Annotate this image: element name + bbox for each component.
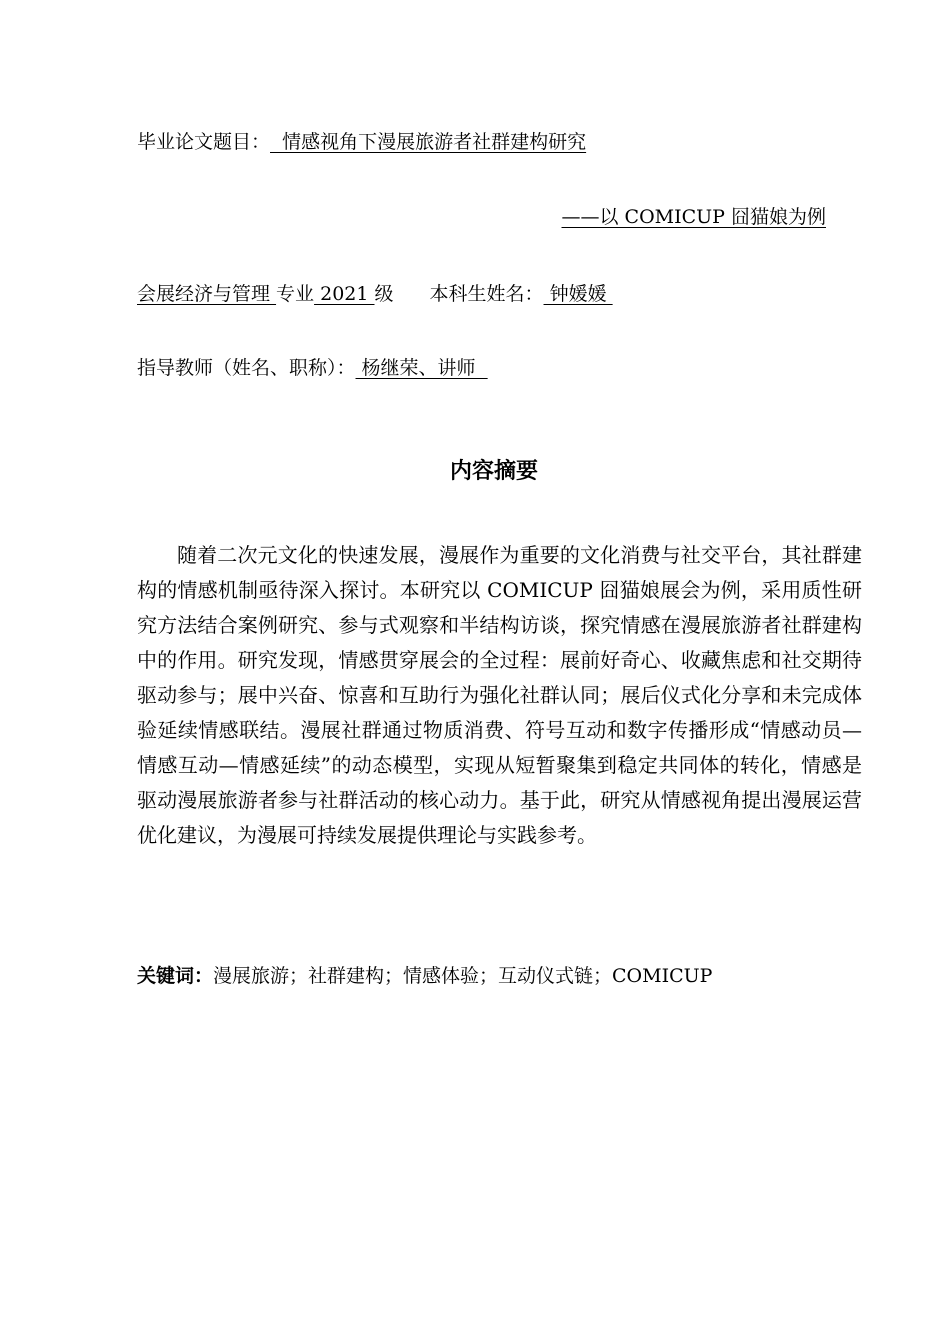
advisor-value: 杨继荣、讲师 (355, 357, 488, 379)
thesis-title-label: 毕业论文题目： (137, 131, 271, 153)
thesis-subtitle-line (562, 203, 827, 231)
year-suffix: 级 (374, 283, 394, 305)
keywords-label: 关键词： (137, 965, 214, 987)
keywords-line (137, 962, 712, 990)
year-value: 2021 (314, 283, 375, 305)
major-suffix: 专业 (276, 283, 315, 305)
abstract-heading: 内容摘要 (449, 459, 538, 484)
student-info-line (137, 280, 613, 308)
major-value: 会展经济与管理 (137, 283, 277, 305)
thesis-title-line (137, 128, 586, 156)
thesis-title-value: 情感视角下漫展旅游者社群建构研究 (270, 131, 587, 153)
keywords-value: 漫展旅游；社群建构；情感体验；互动仪式链；COMICUP (213, 965, 713, 987)
advisor-line (137, 354, 488, 382)
advisor-label: 指导教师（姓名、职称）： (137, 357, 356, 379)
thesis-subtitle: ——以 COMICUP 囧猫娘为例 (561, 206, 826, 228)
student-name-label: 本科生姓名： (429, 283, 544, 305)
abstract-body: 随着二次元文化的快速发展，漫展作为重要的文化消费与社交平台，其社群建构的情感机制亟待深入探讨。本研究以 COMICUP 囧猫娘展会为例，采用质性研究方法结合案例研究、参与式观察和半结构访谈，探究情感在漫展旅游者社群建构中的作用。研究发现，情感贯穿展会的全过程：展前好奇心、收藏焦虑和社交期待驱动参与；展中兴奋、惊喜和互助行为强化社群认同；展后仪式化分享和未完成体验延续情感联结。漫展社群通过物质消费、符号互动和数字传播形成“情感动员—情感互动—情感延续”的动态模型，实现从短暂聚集到稳定共同体的转化，情感是驱动漫展旅游者参与社群活动的核心动力。基于此，研究从情感视角提出漫展运营优化建议，为漫展可持续发展提供理论与实践参考。 (137, 543, 862, 847)
student-name-value: 钟媛媛 (543, 283, 613, 305)
